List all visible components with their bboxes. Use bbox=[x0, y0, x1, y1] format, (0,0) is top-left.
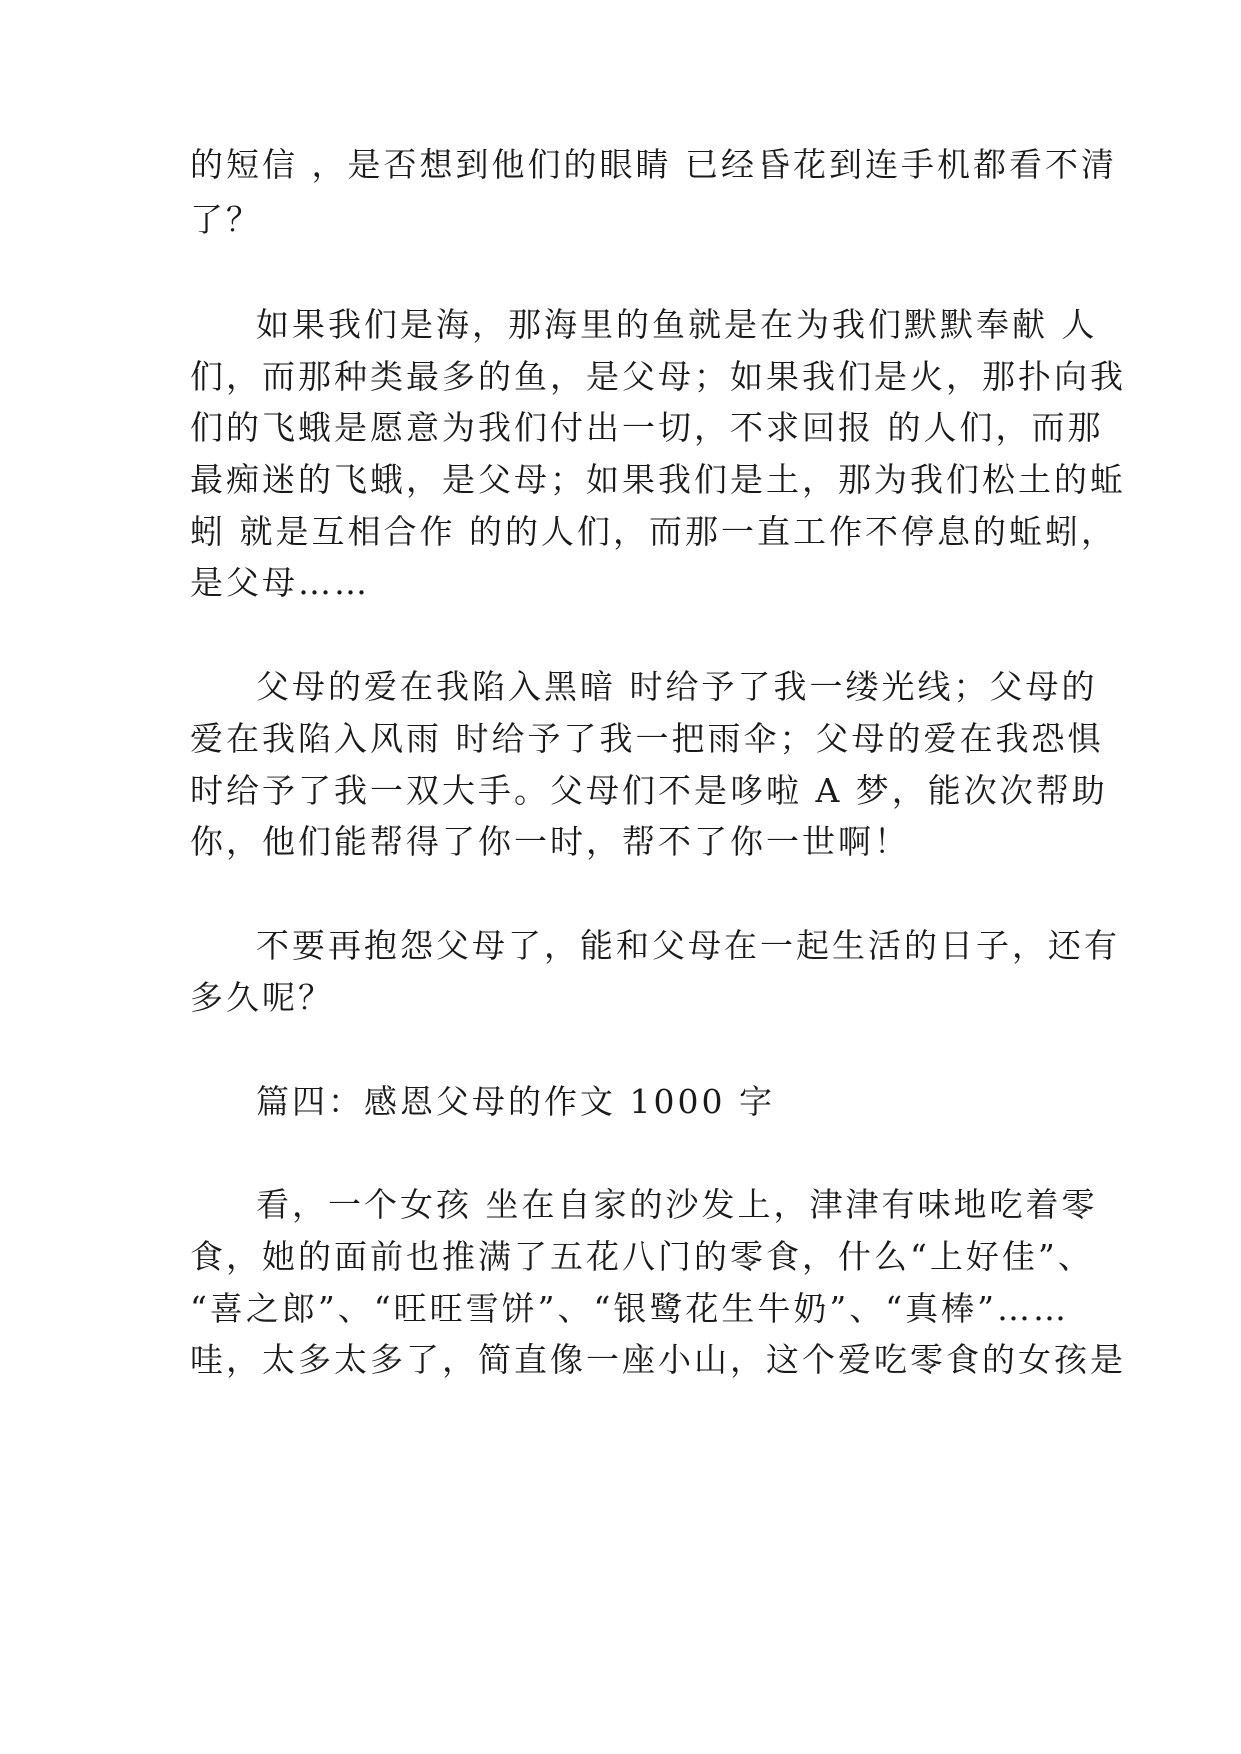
text-line: 哇，太多太多了，简直像一座小山，这个爱吃零食的女孩是 bbox=[190, 1340, 1126, 1379]
text-line: 们的飞蛾是愿意为我们付出一切，不求回报 的人们，而那 bbox=[190, 408, 1104, 447]
text-line: 们，而那种类最多的鱼，是父母；如果我们是火，那扑向我 bbox=[190, 357, 1126, 396]
text-line: 了？ bbox=[190, 200, 262, 239]
text-line: 是父母…… bbox=[190, 563, 370, 602]
text-line: 父母的爱在我陷入黑暗 时给予了我一缕光线；父母的 bbox=[256, 667, 1098, 706]
text-line: 多久呢？ bbox=[190, 978, 334, 1017]
text-line: 如果我们是海，那海里的鱼就是在为我们默默奉献 人 bbox=[256, 305, 1098, 344]
text-line: “喜之郎”、“旺旺雪饼”、“银鹭花生牛奶”、“真棒”…… bbox=[190, 1289, 1069, 1328]
text-line: 蚓 就是互相合作 的的人们，而那一直工作不停息的蚯蚓， bbox=[190, 512, 1117, 551]
text-line: 的短信 ，是否想到他们的眼睛 已经昏花到连手机都看不清 bbox=[190, 145, 1117, 184]
text-line: 最痴迷的飞蛾，是父母；如果我们是土，那为我们松土的蚯 bbox=[190, 460, 1126, 499]
text-line: 食，她的面前也推满了五花八门的零食，什么“上好佳”、 bbox=[190, 1237, 1094, 1276]
document-page bbox=[190, 0, 1126, 1754]
text-line: 不要再抱怨父母了，能和父母在一起生活的日子，还有 bbox=[256, 926, 1120, 965]
text-line: 爱在我陷入风雨 时给予了我一把雨伞；父母的爱在我恐惧 bbox=[190, 719, 1104, 758]
section-heading: 篇四：感恩父母的作文 1000 字 bbox=[256, 1082, 775, 1121]
text-line: 看，一个女孩 坐在自家的沙发上，津津有味地吃着零 bbox=[256, 1185, 1098, 1224]
text-line: 时给予了我一双大手。父母们不是哆啦 A 梦，能次次帮助 bbox=[190, 771, 1108, 810]
text-line: 你，他们能帮得了你一时，帮不了你一世啊！ bbox=[190, 822, 910, 861]
